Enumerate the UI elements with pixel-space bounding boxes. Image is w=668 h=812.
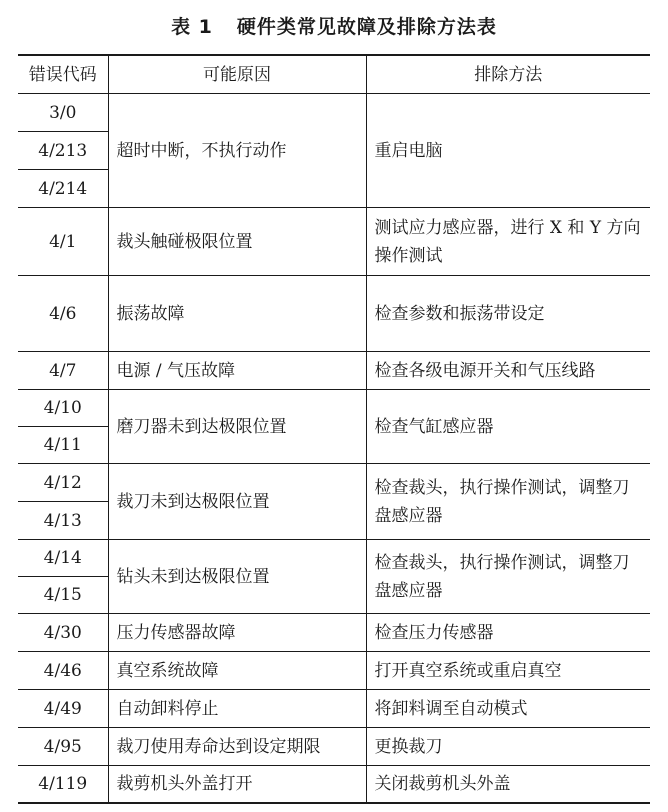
table-row [18,208,650,276]
error-code: 4/14 [18,540,108,577]
error-code: 4/95 [18,728,108,766]
possible-cause: 超时中断，不执行动作 [108,94,366,208]
solution: 关闭裁剪机头外盖 [366,766,650,803]
error-code: 4/30 [18,614,108,652]
error-code: 4/6 [18,276,108,352]
solution: 检查裁头，执行操作测试，调整刀盘感应器 [366,464,650,540]
error-code: 4/119 [18,766,108,803]
error-code: 4/15 [18,577,108,614]
possible-cause: 电源 / 气压故障 [108,352,366,390]
fault-table [18,54,650,804]
header-row [18,55,650,94]
possible-cause: 磨刀器未到达极限位置 [108,390,366,464]
error-code: 4/7 [18,352,108,390]
table-row [18,652,650,690]
table-row [18,614,650,652]
possible-cause: 振荡故障 [108,276,366,352]
error-code: 4/46 [18,652,108,690]
possible-cause: 真空系统故障 [108,652,366,690]
table-caption [0,12,668,39]
possible-cause: 裁头触碰极限位置 [108,208,366,276]
header-error-code: 错误代码 [18,55,108,94]
solution: 检查裁头，执行操作测试，调整刀盘感应器 [366,540,650,614]
solution: 检查各级电源开关和气压线路 [366,352,650,390]
solution: 检查参数和振荡带设定 [366,276,650,352]
table-row [18,276,650,352]
header-possible-cause: 可能原因 [108,55,366,94]
header-solution: 排除方法 [366,55,650,94]
error-code: 4/214 [18,170,108,208]
table-row [18,464,650,502]
table-row [18,728,650,766]
error-code: 4/10 [18,390,108,427]
error-code: 4/49 [18,690,108,728]
solution: 检查气缸感应器 [366,390,650,464]
table-number: 表 1 [171,16,213,38]
table-row [18,766,650,803]
table-row [18,94,650,132]
possible-cause: 钻头未到达极限位置 [108,540,366,614]
solution: 测试应力感应器，进行 X 和 Y 方向操作测试 [366,208,650,276]
error-code: 4/11 [18,427,108,464]
solution: 将卸料调至自动模式 [366,690,650,728]
table-row [18,390,650,427]
solution: 重启电脑 [366,94,650,208]
solution: 打开真空系统或重启真空 [366,652,650,690]
solution: 检查压力传感器 [366,614,650,652]
possible-cause: 裁剪机头外盖打开 [108,766,366,803]
table-row [18,540,650,577]
possible-cause: 裁刀未到达极限位置 [108,464,366,540]
possible-cause: 压力传感器故障 [108,614,366,652]
table-row [18,690,650,728]
table-title: 硬件类常见故障及排除方法表 [236,16,497,38]
table-row [18,352,650,390]
error-code: 4/13 [18,502,108,540]
possible-cause: 裁刀使用寿命达到设定期限 [108,728,366,766]
error-code: 4/1 [18,208,108,276]
error-code: 4/12 [18,464,108,502]
error-code: 3/0 [49,102,77,123]
possible-cause: 自动卸料停止 [108,690,366,728]
solution: 更换裁刀 [366,728,650,766]
error-code: 4/213 [18,132,108,170]
